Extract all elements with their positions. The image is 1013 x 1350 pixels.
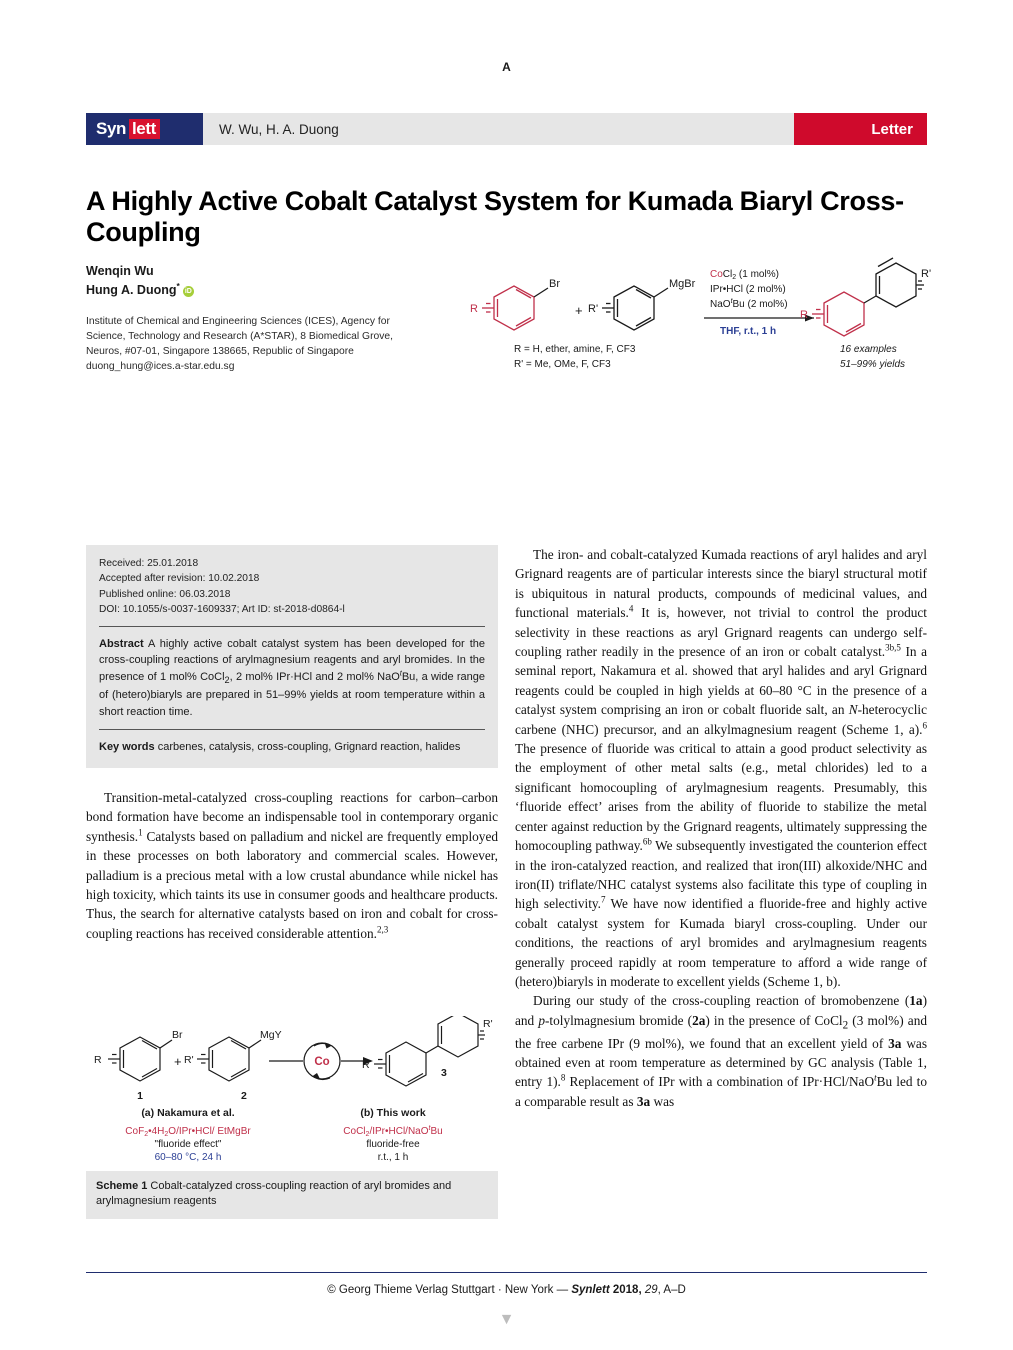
- scheme-1-caption: [86, 1171, 498, 1219]
- ga-product-label-R: R: [800, 309, 808, 321]
- scheme1-a-conditions-1: $CoF_2•4H_2O/IPr•HCl/$ EtMgBr: [125, 1126, 251, 1138]
- scheme1-compound-3: 3: [441, 1067, 447, 1079]
- article-type-badge: Letter: [794, 113, 927, 145]
- ga-condition-2: IPr•HCl (2 mol%): [710, 284, 786, 295]
- scheme-1-caption-text: Cobalt-catalyzed cross-coupling reaction of aryl bromides and arylmagnesium reagents: [96, 1180, 452, 1208]
- scheme1-plus-sign: +: [174, 1054, 182, 1069]
- author-block: [86, 262, 406, 375]
- scheme1-a-conditions-2: "fluoride effect": [154, 1139, 222, 1150]
- keywords-paragraph: [99, 739, 485, 755]
- scheme1-label-Br: Br: [172, 1029, 183, 1041]
- published-date: Published online: 06.03.2018: [99, 588, 231, 600]
- scheme1-product-label-R: R: [362, 1059, 370, 1071]
- affiliation-block: [86, 314, 406, 375]
- scheme-1-caption-label: Scheme 1: [96, 1180, 148, 1192]
- author-1: Wenqin Wu: [86, 264, 154, 278]
- keywords-body-text: carbenes, catalysis, cross-coupling, Grignard reaction, halides: [154, 741, 461, 753]
- ga-label-R: R: [470, 303, 478, 315]
- affiliation-text: Institute of Chemical and Engineering Sciences (ICES), Agency for Science, Technology and Research (A*STAR), 8 Biomedical Grove, Neuros, #07-01, Singapore 138665, Republic of Singapore: [86, 315, 393, 358]
- orcid-icon[interactable]: iD: [184, 288, 192, 296]
- footer-volume: 29: [644, 1284, 658, 1296]
- abstract-divider-bottom: [99, 729, 485, 730]
- ga-result-examples: 16 examples: [840, 344, 897, 355]
- logo-lett-text: lett: [129, 119, 160, 139]
- body-column-left: [86, 788, 498, 943]
- page-title: A Highly Active Cobalt Catalyst System for Kumada Biaryl Cross-Coupling: [86, 186, 904, 248]
- ga-label-Rprime: R': [588, 303, 599, 315]
- scheme1-label-Rprime: R': [184, 1054, 194, 1066]
- ga-condition-3: NaO$^t$Bu (2 mol%): [710, 298, 788, 310]
- footer-journal-name: Synlett: [571, 1284, 610, 1296]
- author-2-name: Hung A. Duong: [86, 283, 177, 298]
- footer-triangle-icon: ▼: [498, 1311, 515, 1328]
- scheme1-product-label-Rprime: R': [483, 1018, 493, 1030]
- accepted-date: Accepted after revision: 10.02.2018: [99, 573, 260, 585]
- ga-label-Br: Br: [549, 278, 560, 290]
- ga-plus-sign: +: [575, 303, 583, 318]
- abstract-divider-top: [99, 626, 485, 627]
- scheme1-label-R: R: [94, 1054, 102, 1066]
- paragraph-study-results: During our study of the cross-coupling reaction of bromobenzene (1a) and p-tolylmagnesium bromide (2a) in the presence of CoCl$_2$ (3 mol%) and the free carbene IPr (9 mol%), we found that an excellent yield of 3a was obtained even at room temperature as determined by GC analysis (Table 1, entry 1).$^8$ Replacement of IPr with a combination of IPr·HCl/NaO$^t$Bu led to a comparable result as 3a was: [515, 993, 927, 1109]
- ga-result-yields: 51–99% yields: [840, 359, 906, 370]
- running-head-authors: W. Wu, H. A. Duong: [203, 113, 794, 145]
- paragraph-kumada-background: The iron- and cobalt-catalyzed Kumada reactions of aryl halides and aryl Grignard reagents are of particular interests since the biaryl structural motif is ubiquitous in natural products, compounds of medicinal values, and functional materials.$^4$ It is, however, not trivial to control the product selectivity in these reactions as aryl Grignard reagents can undergo self-coupling rather readily in the presence of an iron or cobalt catalyst.$^{3b,5}$ In a seminal report, Nakamura et al. showed that aryl halides and aryl Grignard reagents could be coupled in high yields at 60–80 °C in the presence of a catalyst system comprising an iron or cobalt fluoride salt, an N-heterocyclic carbene (NHC) precursor, and an alkylmagnesium reagent (Scheme 1, a).$^6$ The presence of fluoride was critical to attain a good product selectivity as the employment of other metal salts (e.g., metal chlorides) led to a significant homocoupling of arylmagnesium reagents. Presumably, this ‘fluoride effect’ arises from the ability of fluoride to stabilize the metal center against reduction by the Grignard reagents, ultimately suppressing the homocoupling pathway.$^{6b}$ We subsequently investigated the counterion effect in the iron-catalyzed reaction, and realized that iron(III) alkoxide/NHC and iron(II) triflate/NHC catalyst systems also facilitate this type of coupling in high selectivity.$^7$ We have now identified a fluoride-free and highly active cobalt catalyst system for Kumada biaryl cross-coupling. Under our conditions, the reactions of aryl bromides and arylmagnesium reagents generally proceed rapidly at room temperature to afford a wide range of (hetero)biaryls in moderate to excellent yields (Scheme 1, b).: [515, 547, 927, 989]
- received-date: Received: 25.01.2018: [99, 558, 199, 569]
- scheme-1-figure: [86, 1016, 498, 1219]
- abstract-box: [86, 545, 498, 768]
- running-head: [86, 113, 927, 145]
- scheme1-b-conditions-1: CoCl$_2$/IPr•HCl/NaO$^t$Bu: [343, 1125, 443, 1138]
- article-history: [99, 556, 485, 617]
- ga-condition-1: CoCl$_2$ (1 mol%): [710, 269, 779, 281]
- scheme1-b-conditions-2: fluoride-free: [366, 1139, 420, 1150]
- ga-legend-R: R = H, ether, amine, F, CF3: [514, 344, 636, 355]
- paragraph-intro: Transition-metal-catalyzed cross-coupling reactions for carbon–carbon bond formation have become an indispensable tool in contemporary organic synthesis.$^1$ Catalysts based on palladium and nickel are frequently employed in these processes on both laboratory and commercial scales. However, palladium is a precious metal with a low crustal abundance while nickel has high toxicity, which taints its use in consumer goods and healthcare products. Thus, the search for alternative catalysts based on iron and cobalt for cross-coupling reactions has received considerable attention.$^{2,3}$: [86, 790, 498, 941]
- keywords-label: Key words: [99, 741, 155, 753]
- ga-legend-Rprime: R' = Me, OMe, F, CF3: [514, 359, 611, 370]
- logo-syn-text: Syn: [96, 119, 126, 138]
- author-2: [86, 281, 406, 300]
- scheme1-compound-2: 2: [241, 1090, 247, 1102]
- scheme1-label-MgY: MgY: [260, 1029, 282, 1041]
- footer-year: 2018,: [609, 1284, 645, 1296]
- journal-logo[interactable]: [86, 113, 203, 145]
- scheme1-heading-a: (a) Nakamura et al.: [141, 1107, 235, 1119]
- ga-solvent-conditions: THF, r.t., 1 h: [720, 326, 777, 337]
- body-column-right: [515, 545, 927, 1111]
- abstract-paragraph: [99, 636, 485, 720]
- scheme1-a-conditions-3: 60–80 °C, 24 h: [154, 1152, 222, 1163]
- footer-pages: , A–D: [657, 1284, 686, 1296]
- scheme1-heading-b: (b) This work: [360, 1107, 426, 1119]
- doi-text[interactable]: DOI: 10.1055/s-0037-1609337; Art ID: st-2018-d0864-l: [99, 603, 345, 615]
- page-footer: [0, 1284, 1013, 1296]
- graphical-abstract-scheme: [462, 255, 932, 380]
- scheme1-co-catalyst-label: Co: [314, 1056, 330, 1068]
- scheme1-b-conditions-3: r.t., 1 h: [377, 1152, 409, 1163]
- abstract-body-text: A highly active cobalt catalyst system has been developed for the cross-coupling reactions of arylmagnesium reagents and aryl bromides. In the presence of 1 mol% CoCl$_2$, 2 mol% IPr·HCl and 2 mol% NaO$^t$Bu, a wide range of (hetero)biaryls are prepared in 51–99% yields at room temperature within a short reaction time.: [99, 638, 485, 718]
- scheme-1-artwork: [86, 1016, 498, 1171]
- abstract-label: Abstract: [99, 638, 144, 651]
- page-marker: A: [502, 60, 511, 74]
- footer-divider: [86, 1272, 927, 1273]
- ga-label-MgBr: MgBr: [669, 278, 696, 290]
- corresponding-author-star: *: [176, 281, 180, 292]
- ga-product-label-Rprime: R': [921, 268, 932, 280]
- footer-copyright: © Georg Thieme Verlag Stuttgart · New York —: [327, 1284, 572, 1296]
- scheme1-compound-1: 1: [137, 1090, 143, 1102]
- corresponding-email[interactable]: duong_hung@ices.a-star.edu.sg: [86, 361, 235, 373]
